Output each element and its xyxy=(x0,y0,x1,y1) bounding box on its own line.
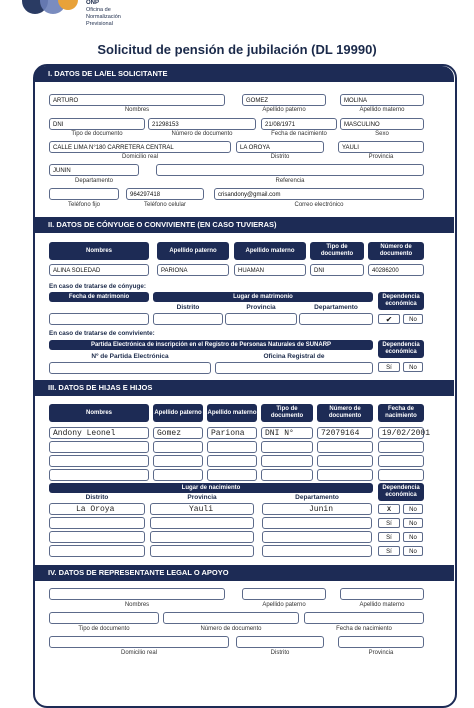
s4-nombres-label: Nombres xyxy=(124,602,150,608)
s4-num-doc-field[interactable] xyxy=(163,612,299,624)
s3-row1-distrito[interactable]: La Oroya xyxy=(49,503,145,515)
s2-fecha-mat-field[interactable] xyxy=(49,313,149,325)
s2-h-ap-materno: Apellido materno xyxy=(234,242,306,260)
s3-row3-departamento[interactable] xyxy=(262,531,372,543)
s3-row3-ap-materno[interactable] xyxy=(207,455,257,467)
s1-tipo-doc-field[interactable]: DNI xyxy=(49,118,145,130)
s4-ap-materno-label: Apellido materno xyxy=(359,602,405,608)
s3-h-num-doc: Número de documento xyxy=(317,404,373,422)
s2-h-fecha-mat: Fecha de matrimonio xyxy=(49,292,149,302)
s3-h-ap-materno: Apellido materno xyxy=(207,404,257,422)
s1-provincia-field[interactable]: YAULI xyxy=(338,141,424,153)
s2-nombres-field[interactable]: ALINA SOLEDAD xyxy=(49,264,149,276)
s4-num-doc-label: Número de documento xyxy=(200,626,262,632)
s1-sexo-label: Sexo xyxy=(375,131,389,137)
s3-row4-tipo-doc[interactable] xyxy=(261,469,313,481)
s4-domicilio-label: Domicilio real xyxy=(120,650,157,656)
s3-row3-dep-no-checkbox[interactable]: No xyxy=(403,532,423,542)
s2-l-provincia: Provincia xyxy=(246,304,276,311)
s1-ap-paterno-label: Apellido paterno xyxy=(262,107,306,113)
org-line1: Oficina de xyxy=(86,7,111,13)
s3-row4-fecha-nac[interactable] xyxy=(378,469,424,481)
s1-nombres-field[interactable]: ARTURO xyxy=(49,94,225,106)
s3-row2-ap-materno[interactable] xyxy=(207,441,257,453)
s2-oficina-field[interactable] xyxy=(215,362,373,374)
page-title: Solicitud de pensión de jubilación (DL 19990) xyxy=(97,42,377,57)
s1-nombres-label: Nombres xyxy=(124,107,150,113)
s1-num-doc-label: Número de documento xyxy=(171,131,233,137)
s3-row4-num-doc[interactable] xyxy=(317,469,373,481)
s3-row1-dep-no-checkbox[interactable]: No xyxy=(403,504,423,514)
s3-row1-tipo-doc[interactable]: DNI N° xyxy=(261,427,313,439)
s3-l-departamento: Departamento xyxy=(295,494,339,501)
s1-departamento-label: Departamento xyxy=(74,178,114,184)
s3-h-lugar-nac: Lugar de nacimiento xyxy=(49,483,373,493)
s2-l-num-partida: Nº de Partida Electrónica xyxy=(91,353,169,360)
s3-row3-provincia[interactable] xyxy=(150,531,254,543)
s2-conv-no-checkbox[interactable]: No xyxy=(403,362,423,372)
s3-row1-ap-materno[interactable]: Pariona xyxy=(207,427,257,439)
s1-distrito-field[interactable]: LA OROYA xyxy=(236,141,324,153)
section-4-heading: IV. DATOS DE REPRESENTANTE LEGAL O APOYO xyxy=(34,565,454,581)
s1-ap-materno-field[interactable]: MOLINA xyxy=(340,94,424,106)
org-line3: Previsional xyxy=(86,21,113,27)
section-2-heading: II. DATOS DE CÓNYUGE O CONVIVIENTE (EN CASO TUVIERAS) xyxy=(34,217,454,233)
s3-row2-tipo-doc[interactable] xyxy=(261,441,313,453)
s1-correo-label: Correo electrónico xyxy=(294,202,344,208)
s3-h-ap-paterno: Apellido paterno xyxy=(153,404,203,422)
s1-fecha-nac-field[interactable]: 21/08/1971 xyxy=(261,118,337,130)
s1-ap-materno-label: Apellido materno xyxy=(359,107,405,113)
s3-row1-provincia[interactable]: Yauli xyxy=(150,503,254,515)
s2-ap-materno-field[interactable]: HUAMAN xyxy=(234,264,306,276)
s3-row1-num-doc[interactable]: 72079164 xyxy=(317,427,373,439)
s1-distrito-label: Distrito xyxy=(270,154,290,160)
s3-row4-departamento[interactable] xyxy=(262,545,372,557)
s3-row2-dep-si-checkbox[interactable]: Sí xyxy=(378,518,400,528)
s1-domicilio-label: Domicilio real xyxy=(121,154,158,160)
s1-tipo-doc-label: Tipo de documento xyxy=(71,131,123,137)
s1-departamento-field[interactable]: JUNIN xyxy=(49,164,139,176)
s3-row1-dep-si-checkbox[interactable]: X xyxy=(378,504,400,514)
s2-l-oficina: Oficina Registral de xyxy=(263,353,325,360)
s1-num-doc-field[interactable]: 21298153 xyxy=(148,118,256,130)
s1-referencia-field[interactable] xyxy=(156,164,424,176)
s3-row3-distrito[interactable] xyxy=(49,531,145,543)
s2-note-conyuge: En caso de tratarse de cónyuge: xyxy=(49,283,146,290)
s3-row4-ap-paterno[interactable] xyxy=(153,469,203,481)
s3-row2-num-doc[interactable] xyxy=(317,441,373,453)
s2-h-num-doc: Número de documento xyxy=(368,242,424,260)
s3-l-distrito: Distrito xyxy=(85,494,109,501)
s2-h-nombres: Nombres xyxy=(49,242,149,260)
s3-row4-distrito[interactable] xyxy=(49,545,145,557)
s4-ap-materno-field[interactable] xyxy=(340,588,424,600)
s3-row1-fecha-nac[interactable]: 19/02/2001 xyxy=(378,427,424,439)
s2-mat-provincia-field[interactable] xyxy=(225,313,297,325)
s2-h-partida: Partida Electrónica de inscripción en el Registro de Personas Naturales de SUNARP xyxy=(49,340,373,350)
s1-fecha-nac-label: Fecha de nacimiento xyxy=(271,131,327,137)
s3-row2-nombres[interactable] xyxy=(49,441,149,453)
s4-distrito-label: Distrito xyxy=(270,650,290,656)
s1-tel-cel-field[interactable]: 964297418 xyxy=(126,188,204,200)
s2-note-conviviente: En caso de tratarse de conviviente: xyxy=(49,330,155,337)
s1-provincia-label: Provincia xyxy=(368,154,394,160)
s1-sexo-field[interactable]: MASCULINO xyxy=(340,118,424,130)
s4-nombres-field[interactable] xyxy=(49,588,225,600)
s3-row2-distrito[interactable] xyxy=(49,517,145,529)
s2-num-doc-field[interactable]: 40286200 xyxy=(368,264,424,276)
s2-h-tipo-doc: Tipo de documento xyxy=(310,242,364,260)
s3-row2-fecha-nac[interactable] xyxy=(378,441,424,453)
s2-num-partida-field[interactable] xyxy=(49,362,211,374)
s2-mat-departamento-field[interactable] xyxy=(299,313,373,325)
s1-correo-field[interactable]: crisandony@gmail.com xyxy=(214,188,424,200)
org-short: ONP xyxy=(86,0,100,6)
s3-row3-num-doc[interactable] xyxy=(317,455,373,467)
s3-row1-ap-paterno[interactable]: Gomez xyxy=(153,427,203,439)
s3-row4-dep-no-checkbox[interactable]: No xyxy=(403,546,423,556)
s3-row1-departamento[interactable]: Junin xyxy=(262,503,372,515)
s3-row4-ap-materno[interactable] xyxy=(207,469,257,481)
s3-row4-provincia[interactable] xyxy=(150,545,254,557)
s2-h-dependencia-2: Dependencia económica xyxy=(378,340,424,358)
s3-row3-fecha-nac[interactable] xyxy=(378,455,424,467)
s1-tel-cel-label: Teléfono celular xyxy=(143,202,187,208)
s2-ap-paterno-field[interactable]: PARIONA xyxy=(157,264,229,276)
s3-row2-dep-no-checkbox[interactable]: No xyxy=(403,518,423,528)
s3-h-dependencia: Dependencia económica xyxy=(378,483,424,501)
s4-distrito-field[interactable] xyxy=(236,636,324,648)
s2-tipo-doc-field[interactable]: DNI xyxy=(310,264,364,276)
s4-tipo-doc-label: Tipo de documento xyxy=(78,626,130,632)
s4-provincia-field[interactable] xyxy=(338,636,424,648)
s2-h-ap-paterno: Apellido paterno xyxy=(157,242,229,260)
s3-row2-provincia[interactable] xyxy=(150,517,254,529)
s3-l-provincia: Provincia xyxy=(187,494,217,501)
s3-h-fecha-nac: Fecha de nacimiento xyxy=(378,404,424,422)
s3-row4-nombres[interactable] xyxy=(49,469,149,481)
s3-row3-dep-si-checkbox[interactable]: Sí xyxy=(378,532,400,542)
s4-ap-paterno-field[interactable] xyxy=(242,588,326,600)
section-1-heading: I. DATOS DE LA/EL SOLICITANTE xyxy=(34,66,454,82)
s1-tel-fijo-label: Teléfono fijo xyxy=(67,202,101,208)
s3-row1-nombres[interactable]: Andony Leonel xyxy=(49,427,149,439)
s4-fecha-nac-label: Fecha de nacimiento xyxy=(336,626,392,632)
s4-ap-paterno-label: Apellido paterno xyxy=(262,602,306,608)
s2-l-departamento: Departamento xyxy=(314,304,358,311)
s3-row2-ap-paterno[interactable] xyxy=(153,441,203,453)
s4-tipo-doc-field[interactable] xyxy=(49,612,159,624)
s2-dep-no-checkbox[interactable]: No xyxy=(403,314,423,324)
s4-fecha-nac-field[interactable] xyxy=(304,612,424,624)
s3-row3-tipo-doc[interactable] xyxy=(261,455,313,467)
s3-row2-departamento[interactable] xyxy=(262,517,372,529)
s3-row4-dep-si-checkbox[interactable]: Sí xyxy=(378,546,400,556)
s1-domicilio-field[interactable]: CALLE LIMA N°180 CARRETERA CENTRAL xyxy=(49,141,231,153)
org-line2: Normalización xyxy=(86,14,121,20)
s4-provincia-label: Provincia xyxy=(368,650,394,656)
s3-row3-ap-paterno[interactable] xyxy=(153,455,203,467)
s2-h-dependencia-1: Dependencia económica xyxy=(378,292,424,310)
org-name xyxy=(86,0,121,28)
s2-mat-distrito-field[interactable] xyxy=(153,313,223,325)
s3-h-tipo-doc: Tipo de documento xyxy=(261,404,313,422)
s3-row3-nombres[interactable] xyxy=(49,455,149,467)
s1-tel-fijo-field[interactable] xyxy=(49,188,119,200)
s2-conv-si-checkbox[interactable]: Sí xyxy=(378,362,400,372)
s1-ap-paterno-field[interactable]: GOMEZ xyxy=(242,94,326,106)
s2-l-distrito: Distrito xyxy=(176,304,200,311)
s4-domicilio-field[interactable] xyxy=(49,636,229,648)
s2-dep-si-checkbox[interactable]: ✔ xyxy=(378,314,400,324)
s2-h-lugar-mat: Lugar de matrimonio xyxy=(153,292,373,302)
section-3-heading: III. DATOS DE HIJAS E HIJOS xyxy=(34,380,454,396)
s1-referencia-label: Referencia xyxy=(275,178,305,184)
s3-h-nombres: Nombres xyxy=(49,404,149,422)
